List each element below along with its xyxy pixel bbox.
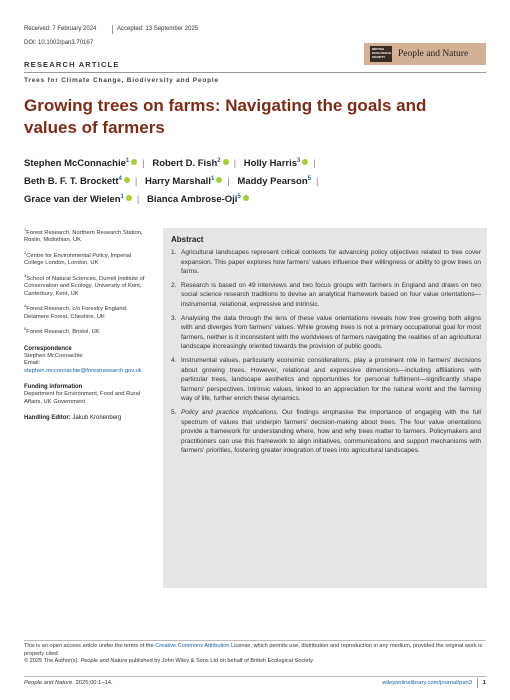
author-line-1 bbox=[24, 158, 321, 169]
affiliation-text: Forest Research, Northern Research Station, Roslin, Midlothian, UK bbox=[24, 229, 143, 244]
abstract-item-text: Analysing the data through the lens of these value orientations reveals how tree growing both aligns with and diverges from farmers' values. While growing trees is not a primary occupational goal for most farmers, neither is it inconsistent with the worldviews of farmers navigating the realities of an agricultural landscape increasingly oriented towards the provision of public goods. bbox=[181, 314, 481, 351]
author-line-2 bbox=[24, 176, 323, 187]
author-separator: | bbox=[315, 176, 319, 188]
email-label: Email: bbox=[24, 360, 41, 367]
accepted-date: Accepted: 13 September 2025 bbox=[117, 26, 199, 32]
author-affiliation-sup: 5 bbox=[307, 176, 311, 182]
license-link[interactable]: Creative Commons Attribution bbox=[155, 643, 230, 649]
citation-details: 2025;00:1–14. bbox=[73, 680, 113, 686]
page-number-divider bbox=[477, 678, 478, 688]
orcid-icon[interactable] bbox=[223, 159, 229, 165]
abstract-item bbox=[171, 281, 481, 310]
received-date: Received: 7 February 2024 bbox=[24, 26, 97, 32]
abstract-item bbox=[171, 248, 481, 277]
abstract-item-number: 4. bbox=[171, 356, 177, 364]
abstract-item-number: 5. bbox=[171, 408, 177, 416]
affiliation-sup: 4 bbox=[24, 303, 27, 309]
header-divider bbox=[112, 25, 113, 34]
orcid-icon[interactable] bbox=[302, 159, 308, 165]
author-affiliation-sup: 3 bbox=[297, 158, 301, 164]
license-text: This is an open access article under the terms of the bbox=[24, 643, 156, 649]
author-name[interactable]: Robert D. Fish bbox=[152, 158, 218, 170]
orcid-icon[interactable] bbox=[131, 159, 137, 165]
author-name[interactable]: Stephen McConnachie bbox=[24, 158, 126, 170]
abstract-item-number: 1. bbox=[171, 249, 177, 256]
author-affiliation-sup: 1 bbox=[210, 176, 215, 182]
article-sidebar bbox=[24, 226, 152, 422]
abstract-item-number: 2. bbox=[171, 281, 177, 289]
doi[interactable]: DOI: 10.1002/pan3.70167 bbox=[24, 40, 94, 46]
author-name[interactable]: Beth B. F. T. Brockett bbox=[24, 176, 119, 188]
affiliation bbox=[24, 226, 152, 245]
abstract-item-lead: Policy and practice implications. bbox=[181, 408, 279, 416]
author-separator: | bbox=[313, 158, 316, 170]
license-text: License, which permits use, distribution and reproduction in any medium, provided the original work is properly cited. bbox=[24, 643, 483, 657]
abstract-item bbox=[171, 314, 481, 352]
author-affiliation-sup: 1 bbox=[125, 158, 130, 164]
abstract-item-number: 3. bbox=[171, 314, 177, 322]
affiliation bbox=[24, 325, 152, 336]
orcid-icon[interactable] bbox=[126, 195, 132, 201]
affiliation-sup: 2 bbox=[24, 249, 27, 255]
author-separator: | bbox=[142, 158, 145, 170]
journal-url-link[interactable]: wileyonlinelibrary.com/journal/pan3 bbox=[382, 680, 472, 686]
orcid-icon[interactable] bbox=[124, 177, 130, 183]
author-name[interactable]: Maddy Pearson bbox=[237, 176, 308, 188]
abstract-item-text: Instrumental values, particularly economic considerations, play a prominent role in farmers' decisions about growing trees. However, relational and expressive dimensions—including affiliations with particular trees, landscape aesthetics and opportunities for personal fulfilment—significantly shape farmers' perspectives. Intrinsic values, linked to an appreciation for the natural world and the farming way of life, further enrich these dynamics. bbox=[181, 356, 481, 403]
affiliation-text: School of Natural Sciences, Durrell Institute of Conservation and Ecology, University of Kent, Canterbury, Kent, UK bbox=[24, 275, 145, 297]
affiliation-sup: 3 bbox=[24, 272, 27, 278]
citation bbox=[24, 680, 113, 686]
author-name[interactable]: Harry Marshall bbox=[144, 176, 211, 188]
correspondence-name: Stephen McConnachie bbox=[24, 352, 83, 359]
abstract-item bbox=[171, 356, 481, 404]
abstract-item-text: Research is based on 49 interviews and two focus groups with farmers in England and draws on two social science research traditions to devise an analytical framework based on four value orientations—instrumental, relational, expressive and intrinsic. bbox=[181, 281, 481, 308]
orcid-icon[interactable] bbox=[216, 177, 222, 183]
abstract-item-text: Agricultural landscapes represent critical contexts for advancing policy objectives related to tree cover expansion. This paper explores how farmers' values influence their willingness or ability to grow trees on farms. bbox=[181, 249, 481, 276]
journal-logo[interactable] bbox=[364, 43, 486, 65]
affiliation-text: Forest Research, Bristol, UK bbox=[26, 329, 100, 336]
author-name[interactable]: Holly Harris bbox=[243, 158, 298, 170]
author-affiliation-sup: 4 bbox=[118, 176, 122, 182]
abstract-heading: Abstract bbox=[171, 235, 204, 244]
page-number: 1 bbox=[482, 680, 486, 686]
affiliation bbox=[24, 302, 152, 321]
affiliation bbox=[24, 249, 152, 268]
journal-name: People and Nature bbox=[398, 49, 469, 59]
footer-rule bbox=[24, 640, 486, 641]
article-type: RESEARCH ARTICLE bbox=[24, 60, 120, 69]
article-title: Growing trees on farms: Navigating the goals and values of farmers bbox=[24, 96, 427, 137]
citation-journal: People and Nature. bbox=[24, 680, 74, 686]
affiliation-sup: 5 bbox=[24, 326, 27, 332]
author-separator: | bbox=[134, 176, 138, 188]
abstract-item bbox=[171, 408, 481, 456]
author-affiliation-sup: 5 bbox=[237, 194, 241, 200]
author-name[interactable]: Grace van der Wielen bbox=[24, 194, 121, 206]
abstract-list bbox=[171, 248, 481, 460]
author-name[interactable]: Bianca Ambrose-Oji bbox=[147, 194, 238, 206]
affiliation-text: Forest Research, c/o Forestry England, Delamere Forest, Cheshire, UK bbox=[24, 306, 128, 320]
handling-editor-name: Jakub Kronenberg bbox=[72, 415, 122, 422]
correspondence-email-link[interactable]: stephen.mcconnachie@forestresearch.gov.uk bbox=[24, 367, 142, 374]
author-affiliation-sup: 2 bbox=[217, 158, 221, 164]
orcid-icon[interactable] bbox=[243, 195, 249, 201]
correspondence-email-row bbox=[24, 360, 152, 375]
funding-text: Department for Environment, Food and Rural Affairs, UK Government bbox=[24, 391, 140, 405]
bes-badge: BRITISH ECOLOGICAL SOCIETY bbox=[370, 46, 392, 62]
affiliation-text: Centre for Environmental Policy, Imperial College London, London, UK bbox=[24, 252, 132, 267]
header-rule bbox=[24, 72, 486, 73]
handling-editor bbox=[24, 414, 152, 422]
special-feature-series: Trees for Climate Change, Biodiversity and People bbox=[24, 77, 219, 84]
copyright-journal: People and Nature bbox=[80, 658, 128, 665]
affiliation bbox=[24, 272, 152, 298]
license-notice bbox=[24, 643, 486, 666]
author-affiliation-sup: 1 bbox=[120, 194, 124, 200]
affiliation-sup: 1 bbox=[24, 227, 27, 232]
abstract-item-text: Our findings emphasise the importance of engaging with the full spectrum of values that underpin farmers' decision-making about trees. The four value orientations provide a framework for understanding where, how and why trees matter to farmers. Policymakers and practitioners can use this framework to align initiatives, communications and support mechanisms with farmers' priorities, fostering greater integration of trees into agricultural landscapes. bbox=[181, 408, 481, 455]
copyright-text: published by John Wiley & Sons Ltd on behalf of British Ecological Society. bbox=[127, 658, 315, 665]
copyright-text: © 2025 The Author(s). bbox=[24, 658, 81, 665]
author-separator: | bbox=[233, 158, 237, 170]
author-separator: | bbox=[227, 176, 230, 188]
author-line-3 bbox=[24, 194, 249, 205]
handling-editor-label: Handling Editor: bbox=[24, 415, 73, 422]
correspondence-heading: Correspondence bbox=[24, 345, 72, 352]
funding-heading: Funding information bbox=[24, 384, 83, 391]
footer-rule bbox=[24, 676, 486, 677]
author-separator: | bbox=[136, 194, 140, 206]
